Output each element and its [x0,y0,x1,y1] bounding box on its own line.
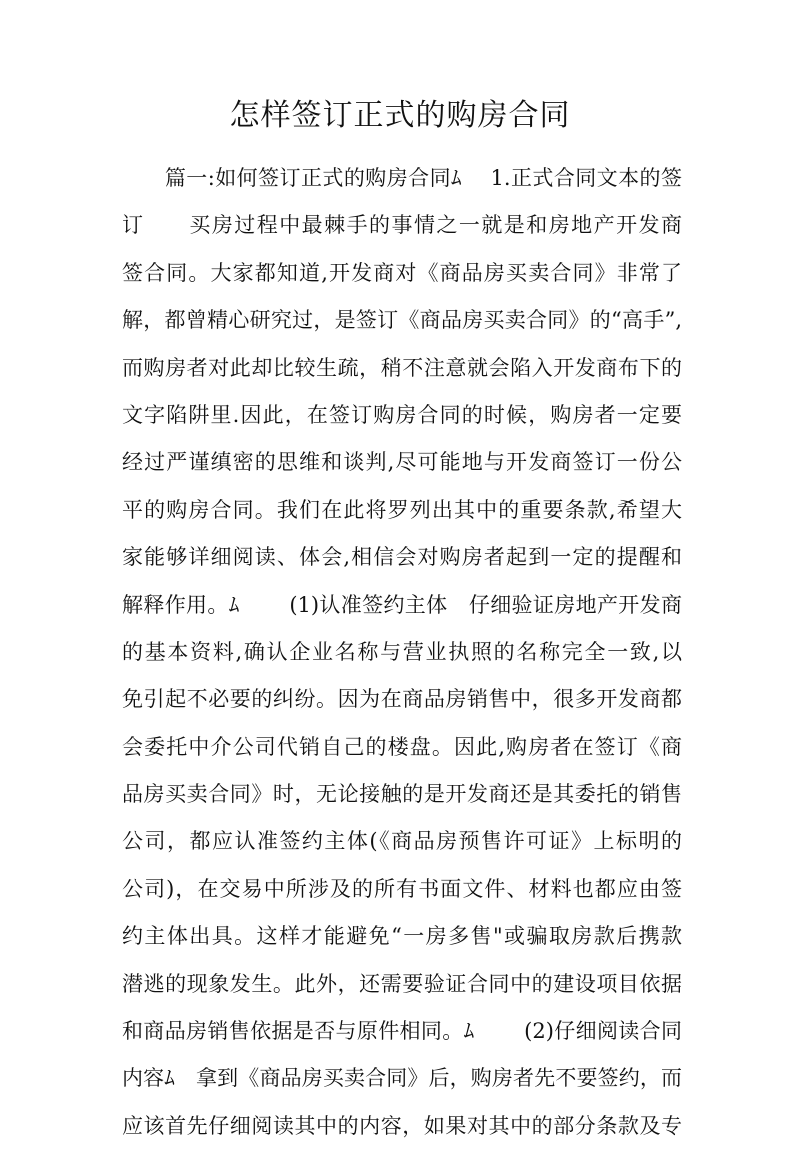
text-line: 的基本资料,确认企业名称与营业执照的名称完全一致,以 [122,639,682,664]
text-line: 平的购房合同。我们在此将罗列出其中的重要条款,希望大 [122,497,682,522]
text-line: 文字陷阱里.因此，在签订购房合同的时候，购房者一定要 [122,402,682,427]
text-line: 免引起不必要的纠纷。因为在商品房销售中，很多开发商都 [122,687,682,712]
text-line: 约主体出具。这样才能避免“一房多售"或骗取房款后携款 [122,924,682,949]
text-line: 公司，都应认准签约主体(《商品房预售许可证》上标明的 [122,829,682,854]
text-line: 应该首先仔细阅读其中的内容，如果对其中的部分条款及专 [122,1113,682,1138]
text-line: 经过严谨缜密的思维和谈判,尽可能地与开发商签订一份公 [122,450,682,475]
text-line: 潜逃的现象发生。此外，还需要验证合同中的建设项目依据 [122,971,682,996]
text-line: 订 买房过程中最棘手的事情之一就是和房地产开发商 [122,213,682,238]
document-title: 怎样签订正式的购房合同 [229,98,571,133]
text-line: 会委托中介公司代销自己的楼盘。因此,购房者在签订《商 [122,734,682,759]
text-line: 内容ﾑ 拿到《商品房买卖合同》后，购房者先不要签约，而 [122,1066,682,1091]
text-line: 篇一:如何签订正式的购房合同ﾑ 1.正式合同文本的签 [122,166,682,190]
text-line: 公司)，在交易中所涉及的所有书面文件、材料也都应由签 [122,876,682,901]
text-line: 和商品房销售依据是否与原件相同。ﾑ (2)仔细阅读合同 [122,1019,682,1044]
text-line: 签合同。大家都知道,开发商对《商品房买卖合同》非常了 [122,260,682,285]
text-line: 解，都曾精心研究过，是签订《商品房买卖合同》的“高手”, [122,308,682,333]
document-body [122,155,682,1150]
text-line: 而购房者对此却比较生疏，稍不注意就会陷入开发商布下的 [122,355,682,380]
text-line: 家能够详细阅读、体会,相信会对购房者起到一定的提醒和 [122,545,682,570]
text-line: 解释作用。ﾑ (1)认准签约主体 仔细验证房地产开发商 [122,592,682,617]
text-line: 品房买卖合同》时，无论接触的是开发商还是其委托的销售 [122,782,682,807]
